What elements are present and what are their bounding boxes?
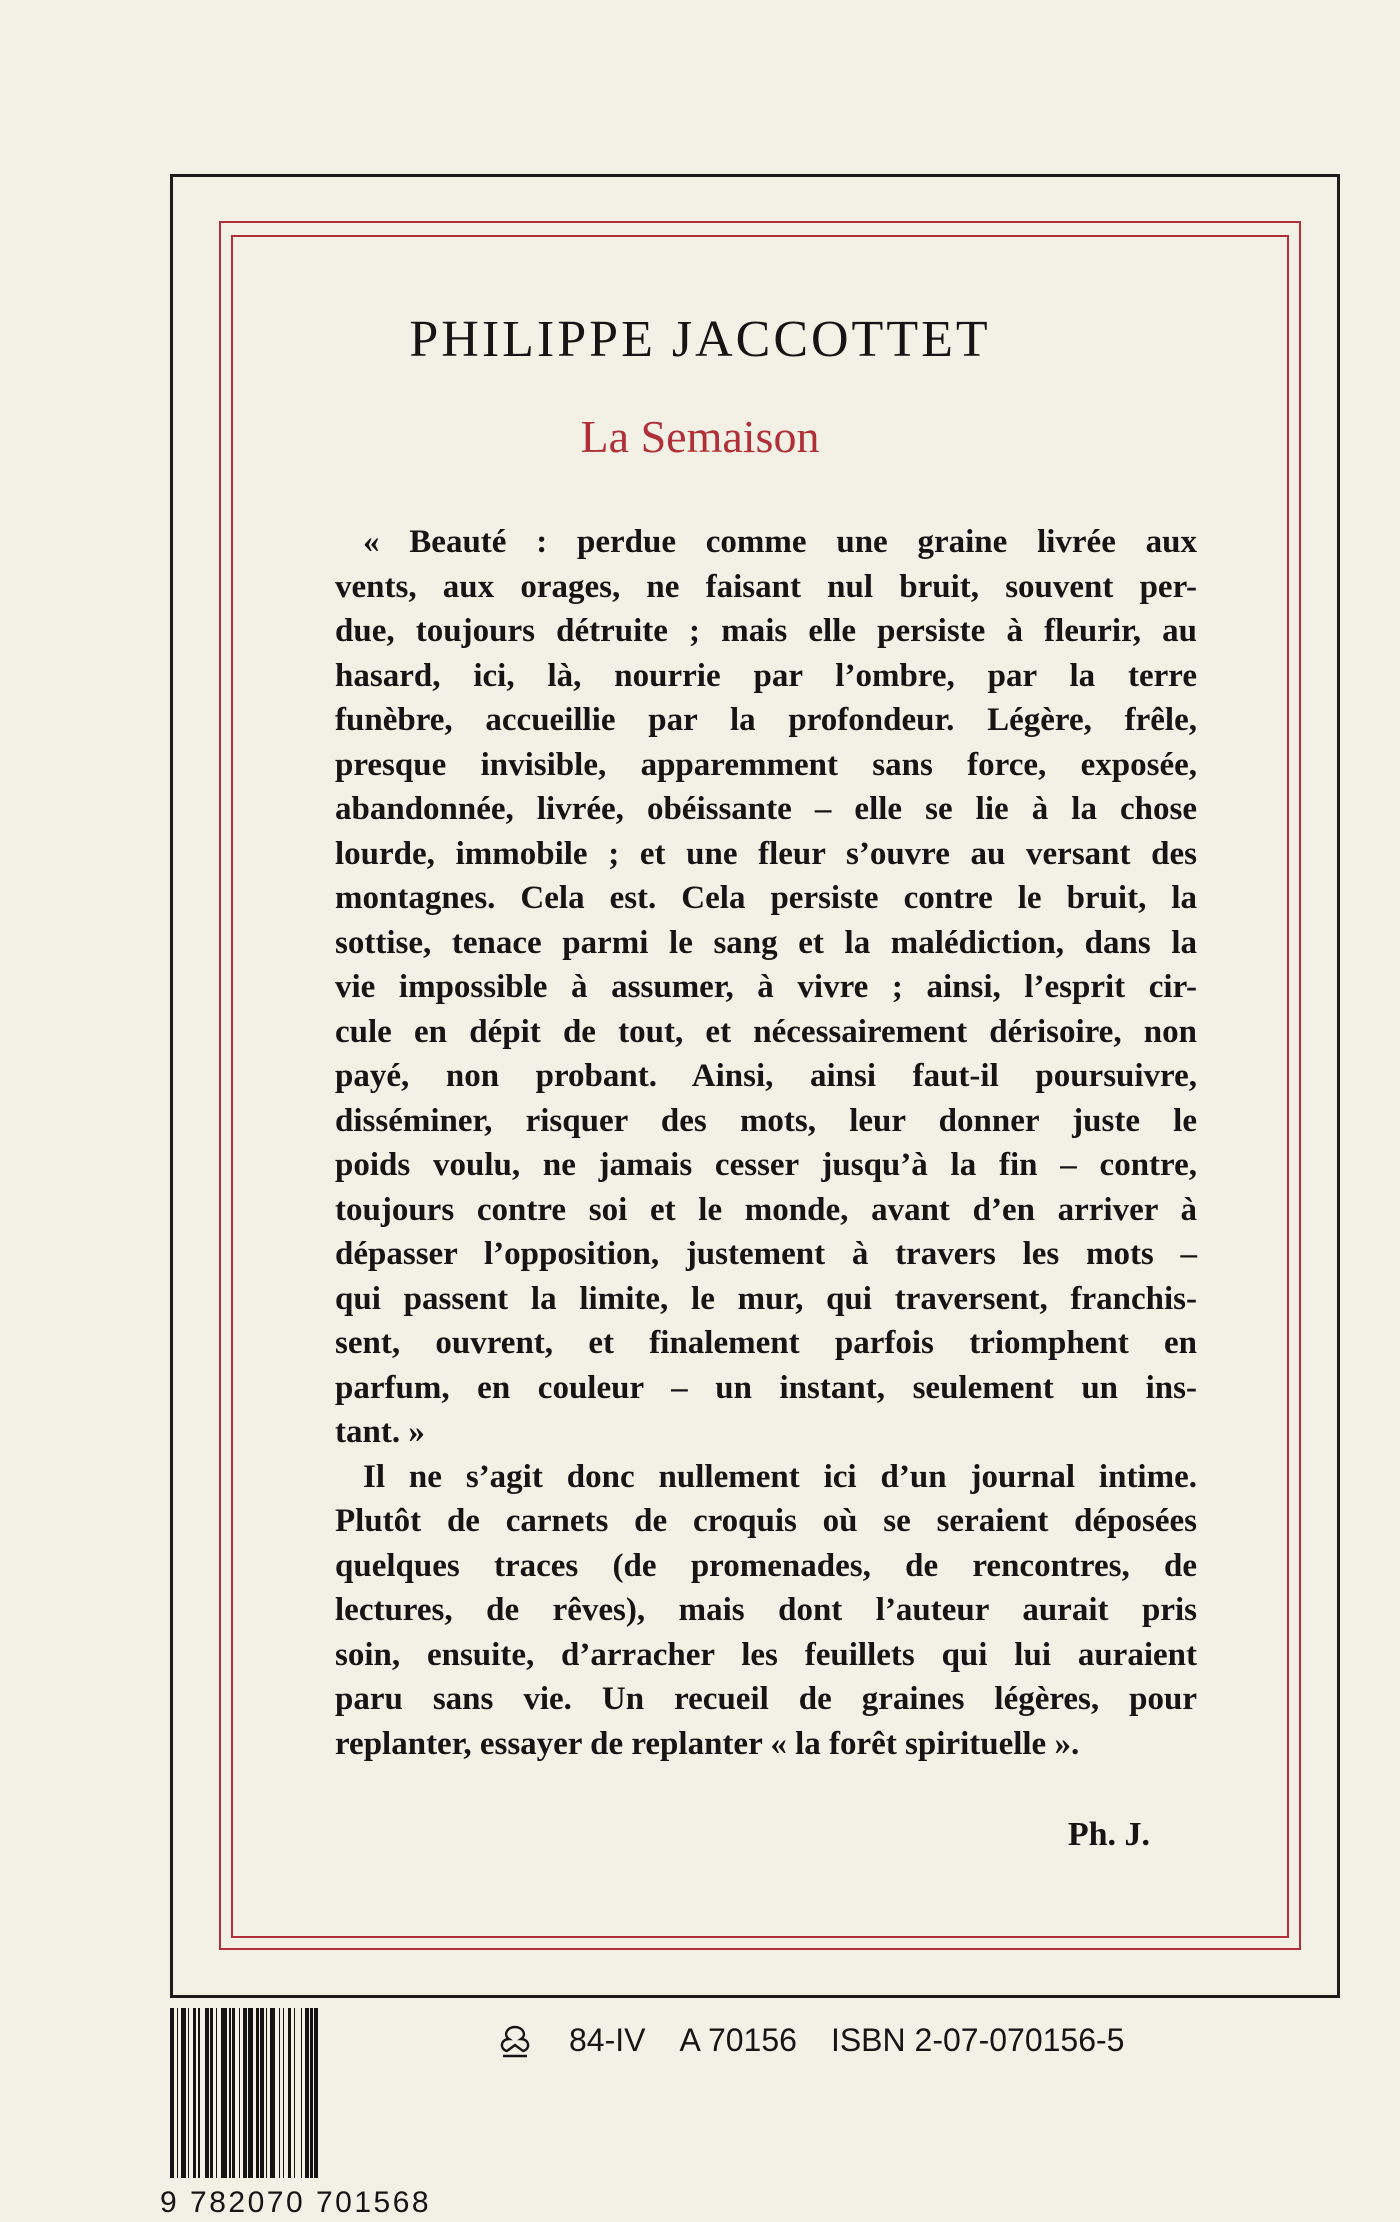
text-line: quelques traces (de promenades, de rencontres, de <box>335 1547 1197 1584</box>
text-line: Plutôt de carnets de croquis où se seraient déposées <box>335 1503 1197 1539</box>
text-line: lourde, immobile ; et une fleur s’ouvre au versant des <box>335 835 1197 872</box>
text-line: cule en dépit de tout, et nécessairement dérisoire, non <box>335 1013 1197 1050</box>
text-line: vents, aux orages, ne faisant nul bruit, souvent per- <box>335 568 1197 605</box>
barcode <box>170 2008 475 2178</box>
text-line: « Beauté : perdue comme une graine livrée aux <box>363 524 1197 560</box>
text-line: abandonnée, livrée, obéissante – elle se lie à la chose <box>335 791 1197 827</box>
isbn-number: ISBN 2-07-070156-5 <box>830 2022 1125 2058</box>
text-line: montagnes. Cela est. Cela persiste contre le bruit, la <box>335 880 1197 916</box>
text-line: lectures, de rêves), mais dont l’auteur aurait pris <box>335 1592 1197 1628</box>
publisher-logo-icon <box>495 2023 535 2059</box>
text-line: dépasser l’opposition, justement à travers les mots – <box>335 1236 1197 1272</box>
quote-paragraph <box>335 520 1197 1455</box>
text-line: sottise, tenace parmi le sang et la malédiction, dans la <box>335 924 1197 961</box>
text-line: presque invisible, apparemment sans force, exposée, <box>335 746 1197 783</box>
book-title: La Semaison <box>580 411 820 462</box>
text-line: hasard, ici, là, nourrie par l’ombre, par la terre <box>335 657 1197 694</box>
blurb-text <box>335 520 1197 1766</box>
barcode-digits: 9 782070 701568 <box>160 2186 432 2219</box>
text-line: due, toujours détruite ; mais elle persiste à fleurir, au <box>335 613 1197 649</box>
text-line: payé, non probant. Ainsi, ainsi faut-il poursuivre, <box>335 1058 1197 1094</box>
text-line: soin, ensuite, d’arracher les feuillets qui lui auraient <box>335 1636 1197 1673</box>
text-line: vie impossible à assumer, à vivre ; ainsi, l’esprit cir- <box>335 969 1197 1005</box>
text-line: funèbre, accueillie par la profondeur. Légère, frêle, <box>335 702 1197 738</box>
text-line: sent, ouvrent, et finalement parfois triomphent en <box>335 1325 1197 1361</box>
code-84-iv: 84-IV <box>569 2022 646 2058</box>
text-line: poids voulu, ne jamais cesser jusqu’à la fin – contre, <box>335 1147 1197 1183</box>
signature: Ph. J. <box>1067 1816 1150 1853</box>
author-name: PHILIPPE JACCOTTET <box>409 311 991 368</box>
text-line: paru sans vie. Un recueil de graines légères, pour <box>335 1681 1197 1717</box>
text-line: disséminer, risquer des mots, leur donner juste le <box>335 1102 1197 1139</box>
barcode-bar <box>318 2008 321 2178</box>
author-note-paragraph <box>335 1455 1197 1767</box>
text-line: tant. » <box>335 1414 425 1450</box>
text-line: parfum, en couleur – un instant, seulement un ins- <box>335 1369 1197 1406</box>
text-line: replanter, essayer de replanter « la forêt spirituelle ». <box>335 1725 1080 1762</box>
text-line: qui passent la limite, le mur, qui traversent, franchis- <box>335 1280 1197 1317</box>
text-line: toujours contre soi et le monde, avant d’en arriver à <box>335 1191 1197 1228</box>
code-a70156: A 70156 <box>679 2022 797 2058</box>
text-line: Il ne s’agit donc nullement ici d’un journal intime. <box>363 1458 1197 1495</box>
isbn-line <box>495 2022 1124 2059</box>
